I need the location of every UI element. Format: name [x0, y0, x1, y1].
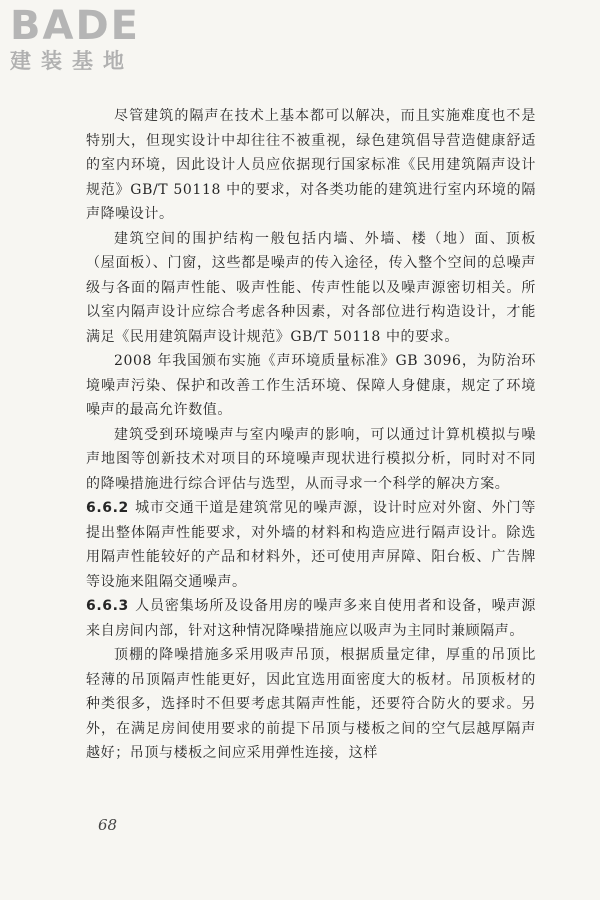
clause-number: 6.6.2: [86, 500, 129, 516]
paragraph: 顶棚的降噪措施多采用吸声吊顶，根据质量定律，厚重的吊顶比轻薄的吊顶隔声性能更好，因此宜选用面密度大的板材。吊顶板材的种类很多，选择时不但要考虑其隔声性能，还要符合防火的要求。另外，在满足房间使用要求的前提下吊顶与楼板之间的空气层越厚隔声越好；吊顶与楼板之间应采用弹性连接，这样: [86, 647, 536, 761]
page-number: 68: [98, 816, 118, 834]
page-body: [86, 104, 536, 766]
paragraph: 尽管建筑的隔声在技术上基本都可以解决，而且实施难度也不是特别大，但现实设计中却往往不被重视，绿色建筑倡导营造健康舒适的室内环境，因此设计人员应依据现行国家标准《民用建筑隔声设计规范》GB/T 50118 中的要求，对各类功能的建筑进行室内环境的隔声降噪设计。: [86, 108, 536, 222]
clause-6-6-3: [86, 594, 536, 643]
paragraph: 建筑空间的围护结构一般包括内墙、外墙、楼（地）面、顶板（屋面板）、门窗，这些都是噪声的传入途径，传入整个空间的总噪声级与各面的隔声性能、吸声性能、传声性能以及噪声源密切相关。所以室内隔声设计应综合考虑各种因素，对各部位进行构造设计，才能满足《民用建筑隔声设计规范》GB/T 50118 中的要求。: [86, 230, 536, 345]
bade-watermark-logo: [10, 4, 190, 84]
clause-text: 人员密集场所及设备用房的噪声多来自使用者和设备，噪声源来自房间内部，针对这种情况降噪措施应以吸声为主同时兼顾隔声。: [86, 598, 536, 639]
paragraph: 建筑受到环境噪声与室内噪声的影响，可以通过计算机模拟与噪声地图等创新技术对项目的环境噪声现状进行模拟分析，同时对不同的降噪措施进行综合评估与选型，从而寻求一个科学的解决方案。: [86, 426, 536, 492]
watermark-brand: BADE: [10, 3, 140, 49]
clause-text: 城市交通干道是建筑常见的噪声源，设计时应对外窗、外门等提出整体隔声性能要求，对外墙的材料和构造应进行隔声设计。除选用隔声性能较好的产品和材料外，还可使用声屏障、阳台板、广告牌等设施来阻隔交通噪声。: [86, 500, 536, 590]
watermark-subtitle: 建装基地: [10, 49, 134, 73]
clause-6-6-2: [86, 496, 536, 594]
paragraph: 2008 年我国颁布实施《声环境质量标准》GB 3096，为防治环境噪声污染、保护和改善工作生活环境、保障人身健康，规定了环境噪声的最高允许数值。: [86, 353, 536, 418]
clause-number: 6.6.3: [86, 598, 129, 614]
